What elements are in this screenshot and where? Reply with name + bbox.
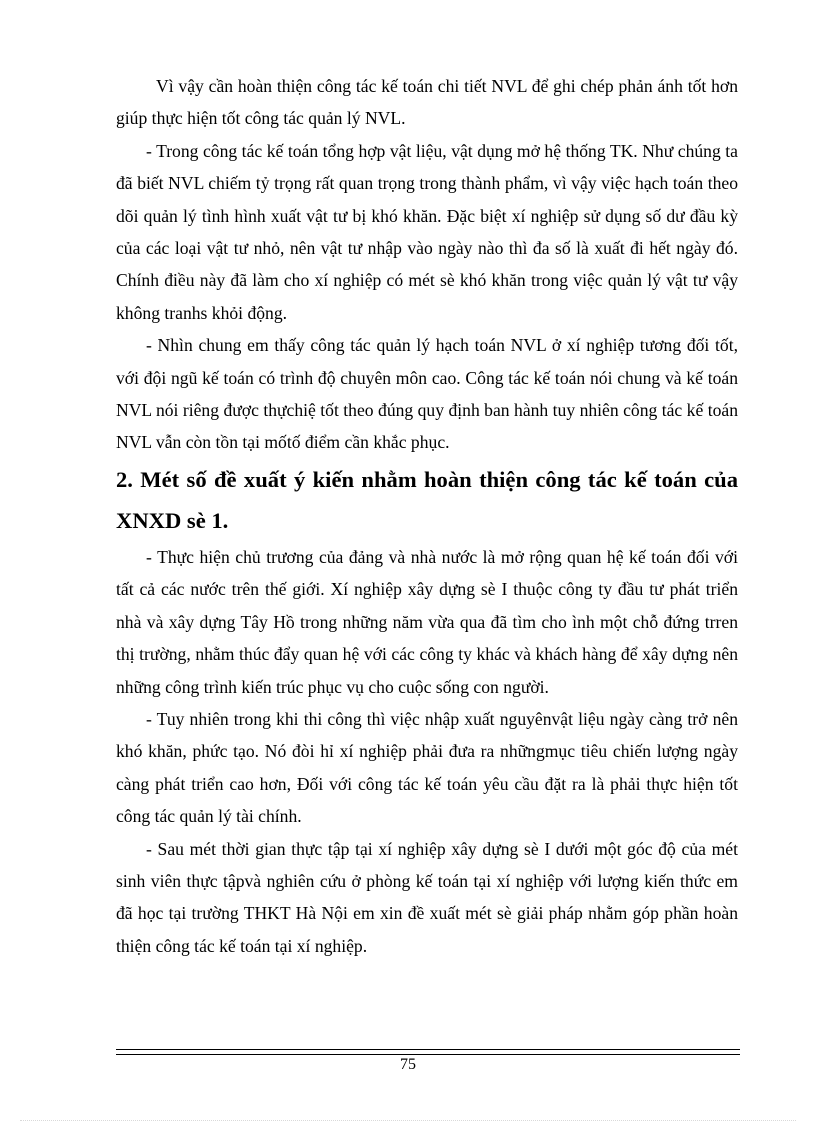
paragraph-6: - Sau mét thời gian thực tập tại xí nghiệp xây dựng sè I dưới một góc độ của mét sinh viên thực tậpvà nghiên cứu ở phòng kế toán tại xí nghiệp với lượng kiến thức em đã học tại trường THKT Hà Nội em xin đề xuất mét sè giải pháp nhằm góp phần hoàn thiện công tác kế toán tại xí nghiệp. bbox=[116, 838, 738, 956]
paragraph-2: - Trong công tác kế toán tổng hợp vật liệu, vật dụng mở hệ thống TK. Như chúng ta đã biết NVL chiếm tỷ trọng rất quan trọng trong thành phẩm, vì vậy việc hạch toán theo dõi quản lý tình hình xuất vật tư bị khó khăn. Đặc biệt xí nghiệp sử dụng số dư đầu kỳ của các loại vật tư nhỏ, nên vật tư nhập vào ngày nào thì đa số là xuất đi hết ngày đó. Chính điều này đã làm cho xí nghiệp có mét sè khó khăn trong việc quản lý vật tư vậy không tranhs khỏi động. bbox=[116, 140, 738, 323]
paragraph-5: - Tuy nhiên trong khi thi công thì việc nhập xuất nguyênvật liệu ngày càng trở nên khó khăn, phức tạo. Nó đòi hỉ xí nghiệp phải đưa ra nhữngmục tiêu chiến lượng ngày càng phát triển cao hơn, Đối với công tác kế toán yêu cầu đặt ra là phải thực hiện tốt công tác quản lý tài chính. bbox=[116, 708, 738, 827]
section-heading: 2. Mét số đề xuất ý kiến nhằm hoàn thiện công tác kế toán của XNXD sè 1. bbox=[116, 466, 738, 533]
page-bottom-edge bbox=[20, 1120, 796, 1121]
page-number: 75 bbox=[400, 1056, 416, 1073]
paragraph-4: - Thực hiện chủ trương của đảng và nhà nước là mở rộng quan hệ kế toán đối với tất cả các nước trên thế giới. Xí nghiệp xây dựng sè I thuộc công ty đầu tư phát triển nhà và xây dựng Tây Hồ trong những năm vừa qua đã tìm cho ình một chỗ đứng trren thị trường, nhằm thúc đẩy quan hệ với các công ty khác và khách hàng để xây dựng nên những công trình kiến trúc phục vụ cho cuộc sống con người. bbox=[116, 546, 738, 697]
paragraph-3: - Nhìn chung em thấy công tác quản lý hạch toán NVL ở xí nghiệp tương đối tốt, với đội ngũ kế toán có trình độ chuyên môn cao. Công tác kế toán nói chung và kế toán NVL nói riêng được thựchiệ tốt theo đúng quy định ban hành tuy nhiên công tác kế toán NVL vẫn còn tồn tại mốtố điểm cần khắc phục. bbox=[116, 335, 738, 453]
paragraph-1: Vì vậy cần hoàn thiện công tác kế toán chi tiết NVL để ghi chép phản ánh tốt hơn giúp thực hiện tốt công tác quản lý NVL. bbox=[116, 76, 738, 129]
body-text bbox=[116, 70, 738, 962]
